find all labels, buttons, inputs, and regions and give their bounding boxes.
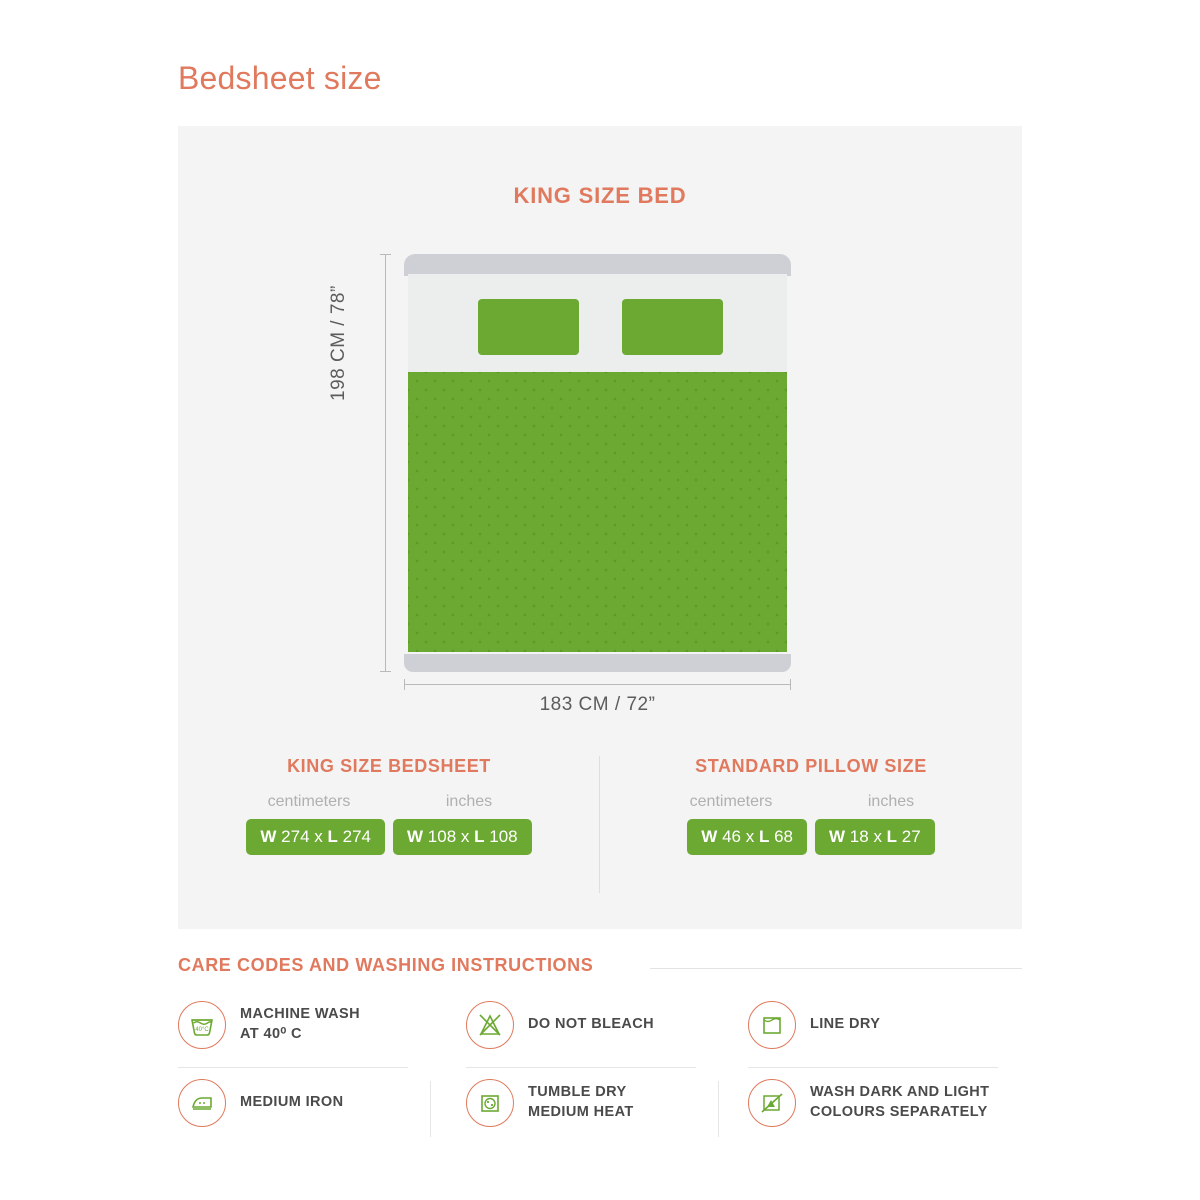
- svg-text:40°C: 40°C: [195, 1027, 209, 1033]
- care-label-line2: AT 40⁰ C: [240, 1026, 302, 1042]
- care-separator: [178, 1067, 408, 1068]
- size-tables: [178, 756, 1022, 896]
- mattress-top: [408, 274, 787, 374]
- care-item-line-dry: [748, 1001, 998, 1049]
- care-label: [528, 1015, 654, 1035]
- bed-illustration: [404, 254, 791, 672]
- bedsheet-surface: [408, 372, 787, 652]
- care-item-do-not-bleach: [466, 1001, 716, 1049]
- pillow-right: [622, 299, 723, 355]
- pillow-size-block: [600, 756, 1022, 855]
- chip-l-label: L: [886, 827, 898, 846]
- chip-x: x: [314, 827, 323, 846]
- bedsheet-chip-row: [178, 819, 600, 855]
- pillow-size-chip-cm: [687, 819, 807, 855]
- care-label: [240, 1005, 360, 1044]
- wash-separately-icon: [748, 1079, 796, 1127]
- care-label-line1: WASH DARK AND LIGHT: [810, 1084, 990, 1101]
- care-label: [240, 1093, 343, 1113]
- horizontal-dimension-line: [404, 684, 791, 685]
- chip-w-label: W: [407, 827, 424, 846]
- chip-l-label: L: [474, 827, 485, 846]
- care-item-wash-separately: [748, 1079, 998, 1127]
- pillow-size-heading: STANDARD PILLOW SIZE: [695, 756, 927, 776]
- chip-w-label: W: [701, 827, 718, 846]
- chip-l-value: 274: [342, 827, 371, 846]
- care-label-line1: LINE DRY: [810, 1016, 881, 1033]
- chip-w-value: 46: [722, 827, 741, 846]
- pillow-size-chip-in: [815, 819, 935, 855]
- chip-w-label: W: [829, 827, 846, 846]
- care-section-heading: CARE CODES AND WASHING INSTRUCTIONS: [178, 955, 594, 975]
- bedsheet-size-heading: KING SIZE BEDSHEET: [287, 756, 491, 776]
- bed-footboard: [404, 654, 791, 672]
- care-item-machine-wash: [178, 1001, 428, 1049]
- care-label: [528, 1083, 634, 1122]
- pillow-unit-row: [600, 793, 1022, 811]
- care-heading-rule: [650, 968, 1022, 969]
- bed-type-title: KING SIZE BED: [513, 183, 687, 208]
- care-separator: [748, 1067, 998, 1068]
- line-dry-icon: [748, 1001, 796, 1049]
- page-title: Bedsheet size: [178, 60, 382, 96]
- machine-wash-icon: [178, 1001, 226, 1049]
- care-item-tumble-dry: [466, 1079, 716, 1127]
- tumble-dry-icon: [466, 1079, 514, 1127]
- headboard: [404, 254, 791, 276]
- medium-iron-icon: [178, 1079, 226, 1127]
- care-separator: [718, 1081, 719, 1137]
- bedsheet-size-block: [178, 756, 600, 855]
- chip-w-value: 18: [849, 827, 869, 846]
- chip-l-label: L: [758, 827, 770, 846]
- vertical-dimension-line: [385, 254, 386, 672]
- chip-l-value: 108: [489, 827, 518, 846]
- bedsheet-unit-row: [178, 793, 600, 811]
- unit-label-cm: centimeters: [267, 793, 351, 810]
- chip-x: x: [745, 827, 755, 846]
- do-not-bleach-icon: [466, 1001, 514, 1049]
- care-label-line1: MEDIUM IRON: [240, 1094, 344, 1111]
- care-label: [810, 1083, 989, 1122]
- care-label-line1: TUMBLE DRY: [528, 1084, 627, 1101]
- size-panel: [178, 126, 1022, 929]
- chip-w-label: W: [260, 827, 277, 846]
- bed-width-label: 183 CM / 72”: [539, 694, 656, 715]
- pillow-chip-row: [600, 819, 1022, 855]
- care-label-line2: MEDIUM HEAT: [528, 1104, 634, 1120]
- chip-l-value: 27: [901, 827, 921, 846]
- bedsheet-size-chip-in: [393, 819, 532, 855]
- care-instructions-grid: [178, 995, 1022, 1145]
- chip-w-value: 108: [427, 827, 457, 846]
- unit-label-in: inches: [867, 793, 915, 810]
- chip-x: x: [873, 827, 882, 846]
- care-label-line2: COLOURS SEPARATELY: [810, 1104, 988, 1120]
- chip-w-value: 274: [281, 827, 310, 846]
- chip-l-label: L: [327, 827, 338, 846]
- chip-x: x: [460, 827, 470, 846]
- care-separator: [466, 1067, 696, 1068]
- unit-label-cm: centimeters: [689, 793, 773, 810]
- bedsheet-size-chip-cm: [246, 819, 385, 855]
- bed-length-label: 198 CM / 78”: [328, 285, 349, 401]
- care-label: [810, 1015, 880, 1035]
- pillow-left: [478, 299, 579, 355]
- unit-label-in: inches: [445, 793, 493, 810]
- care-label-line1: DO NOT BLEACH: [528, 1016, 655, 1033]
- care-label-line1: MACHINE WASH: [240, 1006, 360, 1023]
- care-item-medium-iron: [178, 1079, 428, 1127]
- care-separator: [430, 1081, 431, 1137]
- chip-l-value: 68: [774, 827, 793, 846]
